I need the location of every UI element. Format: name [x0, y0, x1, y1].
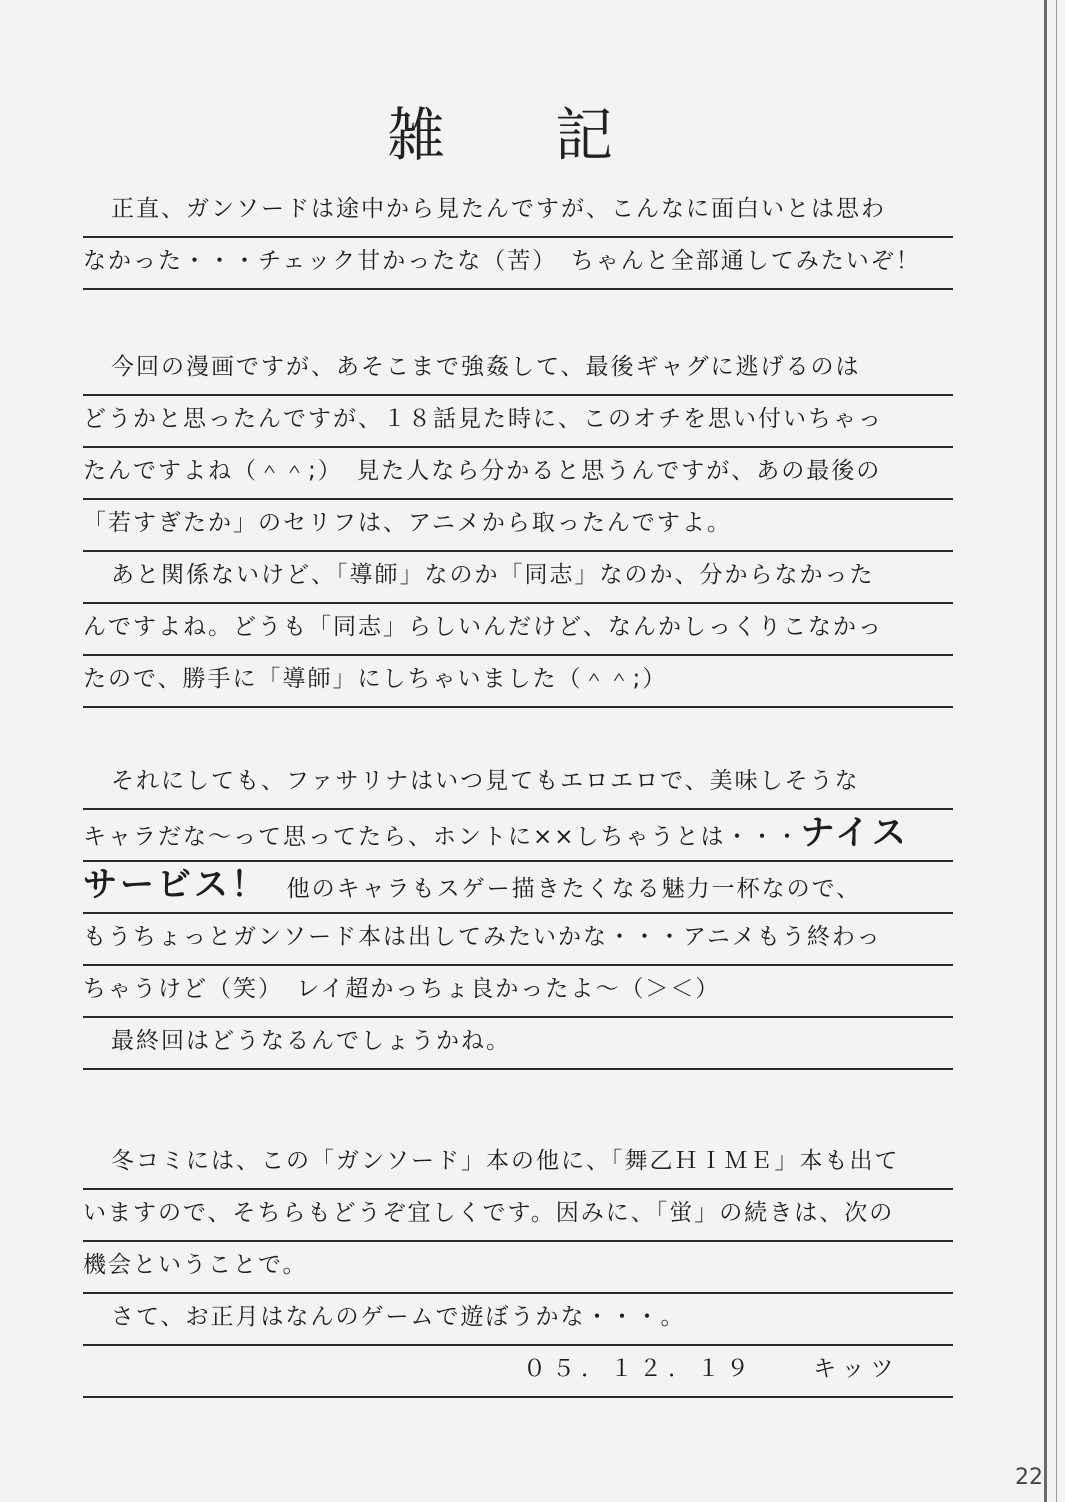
- text-line: 最終回はどうなるんでしょうかね。: [83, 1018, 953, 1070]
- paragraph-block-4: [83, 1138, 953, 1398]
- page-binding-edge: [1044, 0, 1047, 1502]
- signature-line: ０５．１２．１９ キッツ: [83, 1346, 953, 1398]
- emphasis-text: サービス！: [83, 865, 268, 905]
- text-line: 機会ということで。: [83, 1242, 953, 1294]
- text-line: ちゃうけど（笑） レイ超かっちょ良かったよ～（＞＜）: [83, 966, 953, 1018]
- text-line: なかった・・・チェック甘かったな（苦） ちゃんと全部通してみたいぞ！: [83, 238, 953, 290]
- text-line: [83, 862, 953, 914]
- text-line: んですよね。どうも「同志」らしいんだけど、なんかしっくりこなかっ: [83, 604, 953, 656]
- paragraph-block-1: [83, 186, 953, 290]
- text-line: 正直、ガンソードは途中から見たんですが、こんなに面白いとは思わ: [83, 186, 953, 238]
- text-segment: キャラだな～って思ってたら、ホントに××しちゃうとは・・・: [83, 824, 801, 850]
- page-binding-edge-secondary: [1056, 0, 1057, 1502]
- text-line: [83, 810, 953, 862]
- page-title: 雑記: [386, 101, 723, 169]
- emphasis-text: ナイス: [800, 813, 909, 853]
- text-line: さて、お正月はなんのゲームで遊ぼうかな・・・。: [83, 1294, 953, 1346]
- text-segment: 他のキャラもスゲー描きたくなる魅力一杯なので、: [286, 876, 862, 902]
- paragraph-block-3: [83, 758, 953, 1070]
- text-line: たので、勝手に「導師」にしちゃいました（＾＾;）: [83, 656, 953, 708]
- text-line: あと関係ないけど、「導師」なのか「同志」なのか、分からなかった: [83, 552, 953, 604]
- paragraph-block-2: [83, 344, 953, 708]
- text-line: 「若すぎたか」のセリフは、アニメから取ったんですよ。: [83, 500, 953, 552]
- text-line: どうかと思ったんですが、１８話見た時に、このオチを思い付いちゃっ: [83, 396, 953, 448]
- text-line: もうちょっとガンソード本は出してみたいかな・・・アニメもう終わっ: [83, 914, 953, 966]
- text-line: いますので、そちらもどうぞ宜しくです。因みに、「蛍」の続きは、次の: [83, 1190, 953, 1242]
- text-line: それにしても、ファサリナはいつ見てもエロエロで、美味しそうな: [83, 758, 953, 810]
- page-number: 22: [1015, 1465, 1043, 1490]
- text-line: 冬コミには、この「ガンソード」本の他に、「舞乙ＨＩＭＥ」本も出て: [83, 1138, 953, 1190]
- text-line: 今回の漫画ですが、あそこまで強姦して、最後ギャグに逃げるのは: [83, 344, 953, 396]
- text-line: たんですよね（＾＾;） 見た人なら分かると思うんですが、あの最後の: [83, 448, 953, 500]
